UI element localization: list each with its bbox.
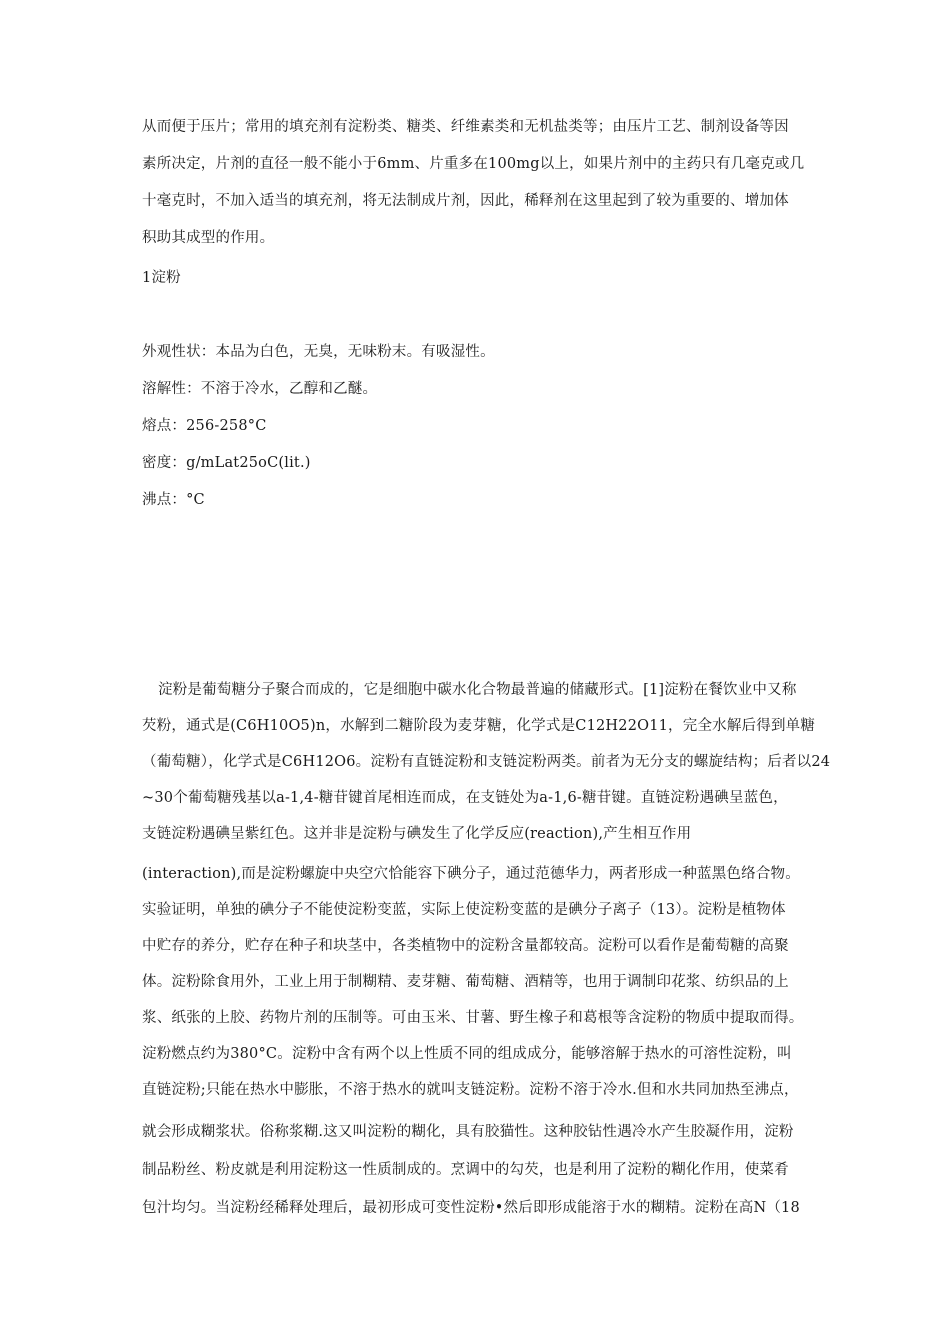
property-density: 密度：g/mLat25oC(lit.) bbox=[142, 455, 311, 471]
section-title: 1淀粉 bbox=[142, 270, 181, 286]
intro-line-1: 从而便于压片；常用的填充剂有淀粉类、糖类、纤维素类和无机盐类等；由压片工艺、制剂设备等因 bbox=[142, 119, 789, 135]
body-line-7: 实验证明，单独的碘分子不能使淀粉变蓝，实际上使淀粉变蓝的是碘分子离子（13）。淀粉是植物体 bbox=[142, 902, 786, 918]
property-melting-point: 熔点：256-258°C bbox=[142, 418, 267, 434]
body-line-14: 制品粉丝、粉皮就是利用淀粉这一性质制成的。烹调中的勾芡，也是利用了淀粉的糊化作用，使菜肴 bbox=[142, 1162, 789, 1178]
body-line-12: 直链淀粉;只能在热水中膨胀，不溶于热水的就叫支链淀粉。淀粉不溶于冷水.但和水共同加热至沸点， bbox=[142, 1082, 799, 1098]
body-line-11: 淀粉燃点约为380°C。淀粉中含有两个以上性质不同的组成成分，能够溶解于热水的可溶性淀粉，叫 bbox=[142, 1046, 792, 1062]
body-line-4: ~30个葡萄糖残基以a-1,4-糖苷键首尾相连而成，在支链处为a-1,6-糖苷键。直链淀粉遇碘呈蓝色， bbox=[142, 790, 788, 806]
property-solubility: 溶解性：不溶于冷水，乙醇和乙醚。 bbox=[142, 381, 378, 397]
body-line-5: 支链淀粉遇碘呈紫红色。这并非是淀粉与碘发生了化学反应(reaction),产生相互作用 bbox=[142, 826, 692, 842]
body-line-13: 就会形成糊浆状。俗称浆糊.这又叫淀粉的糊化，具有胶猫性。这种胶钻性遇冷水产生胶凝作用，淀粉 bbox=[142, 1124, 794, 1140]
body-line-15: 包汁均匀。当淀粉经稀释处理后，最初形成可变性淀粉•然后即形成能溶于水的糊精。淀粉在高N（18 bbox=[142, 1200, 800, 1216]
property-appearance: 外观性状：本品为白色，无臭，无味粉末。有吸湿性。 bbox=[142, 344, 495, 360]
property-boiling-point: 沸点：°C bbox=[142, 492, 205, 508]
intro-line-4: 积助其成型的作用。 bbox=[142, 230, 275, 246]
body-line-2: 芡粉，通式是(C6H10O5)n，水解到二糖阶段为麦芽糖，化学式是C12H22O11，完全水解后得到单糖 bbox=[142, 718, 816, 734]
body-line-1: 淀粉是葡萄糖分子聚合而成的，它是细胞中碳水化合物最普遍的储藏形式。[1]淀粉在餐饮业中又称 bbox=[158, 682, 797, 698]
body-line-10: 浆、纸张的上胶、药物片剂的压制等。可由玉米、甘薯、野生橡子和葛根等含淀粉的物质中提取而得。 bbox=[142, 1010, 804, 1026]
body-line-9: 体。淀粉除食用外，工业上用于制糊精、麦芽糖、葡萄糖、酒精等，也用于调制印花浆、纺织品的上 bbox=[142, 974, 789, 990]
intro-line-3: 十毫克时，不加入适当的填充剂，将无法制成片剂，因此，稀释剂在这里起到了较为重要的、增加体 bbox=[142, 193, 789, 209]
body-line-8: 中贮存的养分，贮存在种子和块茎中，各类植物中的淀粉含量都较高。淀粉可以看作是葡萄糖的高聚 bbox=[142, 938, 789, 954]
intro-line-2: 素所决定，片剂的直径一般不能小于6mm、片重多在100mg以上，如果片剂中的主药只有几毫克或几 bbox=[142, 156, 805, 172]
body-line-3: （葡萄糖），化学式是C6H12O6。淀粉有直链淀粉和支链淀粉两类。前者为无分支的螺旋结构；后者以24 bbox=[142, 754, 831, 770]
body-line-6: (interaction),而是淀粉螺旋中央空穴恰能容下碘分子，通过范德华力，两者形成一种蓝黑色络合物。 bbox=[142, 866, 800, 882]
